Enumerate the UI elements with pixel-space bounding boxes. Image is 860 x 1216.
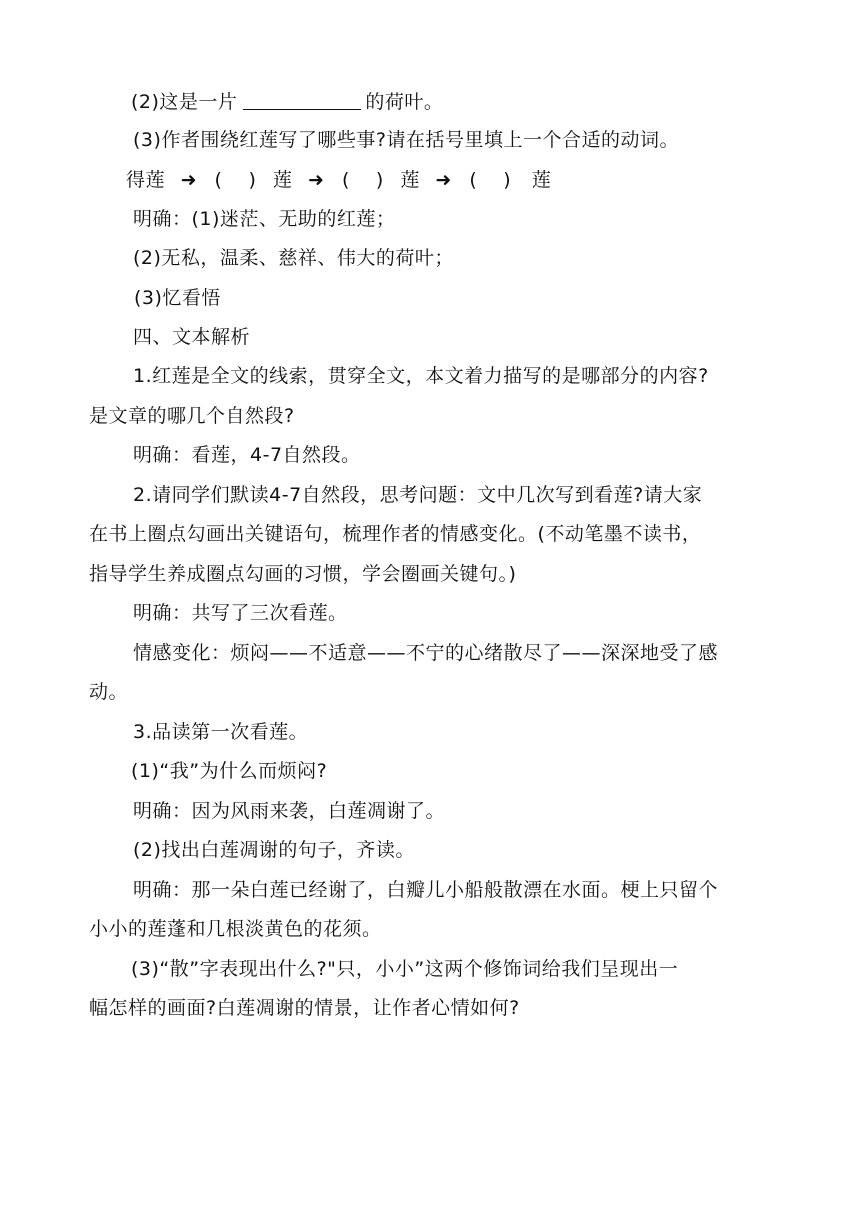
paragraph-3-answer-2-line-2: 小小的莲蓬和几根淡黄色的花须。 — [89, 918, 382, 940]
open-paren: ( — [469, 169, 478, 191]
arrow-icon: ➜ — [435, 169, 452, 191]
fill-in-blank — [243, 91, 361, 110]
paragraph-3-answer-2-line-1: 明确：那一朵白莲已经谢了，白瓣儿小船般散漂在水面。梗上只留个 — [133, 879, 719, 901]
close-paren: ) — [375, 169, 384, 191]
paragraph-3-question-1: (1)“我”为什么而烦闷? — [131, 760, 328, 782]
paragraph-2-answer: 明确：共写了三次看莲。 — [133, 602, 348, 624]
chain-lian: 莲 — [272, 169, 293, 191]
open-paren: ( — [214, 169, 223, 191]
paragraph-1-answer: 明确：看莲，4-7自然段。 — [133, 444, 361, 466]
chain-lian: 莲 — [531, 169, 552, 191]
open-paren: ( — [341, 169, 350, 191]
question-2-text: (2)这是一片 — [131, 91, 238, 113]
verb-chain — [126, 168, 551, 192]
paragraph-3-heading: 3.品读第一次看莲。 — [133, 721, 309, 743]
emotion-line-2: 动。 — [89, 681, 129, 703]
arrow-icon: ➜ — [307, 169, 325, 191]
paragraph-3-answer-1: 明确：因为风雨来袭，白莲凋谢了。 — [133, 800, 446, 822]
paragraph-1-line-2: 是文章的哪几个自然段? — [89, 405, 295, 427]
paragraph-2-line-3: 指导学生养成圈点勾画的习惯，学会圈画关键句。) — [89, 563, 517, 585]
question-2-text-end: 的荷叶。 — [365, 91, 444, 113]
paragraph-3-question-3-line-2: 幅怎样的画面?白莲凋谢的情景，让作者心情如何? — [89, 997, 520, 1019]
answer-1: 明确：(1)迷茫、无助的红莲； — [133, 208, 396, 230]
question-2-line — [131, 90, 443, 114]
chain-start: 得莲 — [126, 169, 166, 191]
arrow-icon: ➜ — [180, 169, 197, 191]
chain-lian: 莲 — [400, 169, 420, 191]
answer-3: (3)忆看悟 — [134, 287, 221, 309]
question-3: (3)作者围绕红莲写了哪些事?请在括号里填上一个合适的动词。 — [133, 129, 679, 151]
answer-2: (2)无私，温柔、慈祥、伟大的荷叶； — [133, 247, 454, 269]
paragraph-2-line-1: 2.请同学们默读4-7自然段，思考问题：文中几次写到看莲?请大家 — [133, 484, 703, 506]
paragraph-3-question-2: (2)找出白莲凋谢的句子，齐读。 — [133, 839, 415, 861]
close-paren: ) — [248, 169, 257, 191]
paragraph-2-line-2: 在书上圈点勾画出关键语句，梳理作者的情感变化。(不动笔墨不读书， — [89, 523, 702, 545]
section-heading: 四、文本解析 — [133, 326, 251, 348]
emotion-line-1: 情感变化：烦闷——不适意——不宁的心绪散尽了——深深地受了感 — [133, 642, 719, 664]
paragraph-3-question-3-line-1: (3)“散”字表现出什么?"只，小小”这两个修饰词给我们呈现出一 — [131, 958, 679, 980]
close-paren: ) — [503, 169, 512, 191]
paragraph-1-line-1: 1.红莲是全文的线索，贯穿全文，本文着力描写的是哪部分的内容? — [133, 365, 709, 387]
